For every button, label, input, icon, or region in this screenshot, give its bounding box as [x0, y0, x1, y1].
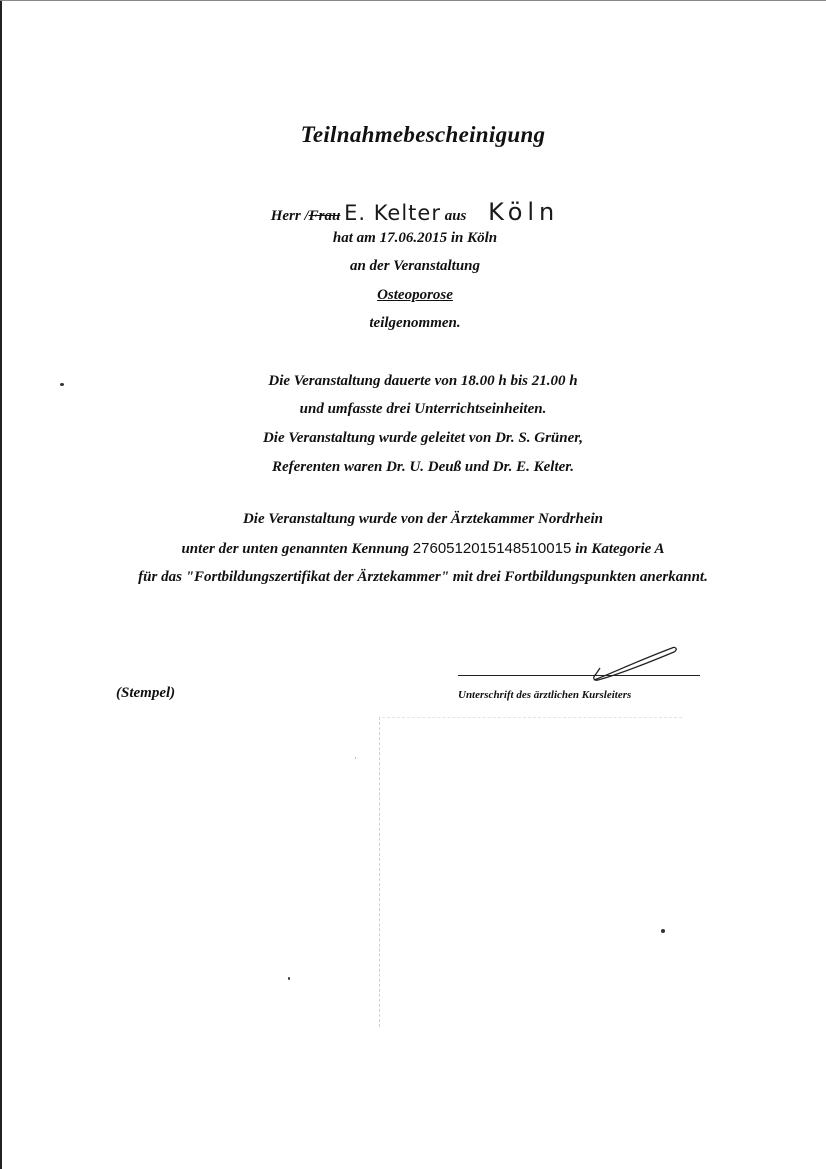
signature-line — [458, 675, 700, 676]
event-line: an der Veranstaltung — [349, 258, 481, 274]
event-topic: Osteoporose — [377, 287, 453, 303]
aus-label: aus — [440, 208, 467, 224]
handwritten-name: E. Kelter — [344, 201, 441, 225]
signature-caption: Unterschrift des ärztlichen Kursleiters — [458, 689, 632, 701]
participated-line: teilgenommen. — [369, 315, 461, 331]
detail-line: und umfasste drei Unterrichtseinheiten. — [299, 401, 547, 417]
kennung-suffix: in Kategorie A — [575, 541, 665, 557]
detail-line: Referenten waren Dr. U. Deuß und Dr. E. Kelter. — [271, 459, 575, 475]
handwritten-city: Köln — [488, 198, 560, 226]
scan-fold-vertical — [379, 717, 380, 1027]
signature-mark — [580, 640, 690, 685]
kennung-prefix: unter der unten genannten Kennung — [181, 541, 410, 557]
detail-line: Die Veranstaltung wurde geleitet von Dr. S. Grüner, — [262, 430, 584, 446]
scan-speck — [288, 977, 290, 980]
date-line: hat am 17.06.2015 in Köln — [332, 230, 498, 246]
scan-speck — [661, 929, 665, 933]
accreditation-line: Die Veranstaltung wurde von der Ärztekammer Nordrhein — [242, 511, 604, 527]
salutation-prefix: Herr / — [270, 208, 309, 224]
struck-salutation: Frau — [308, 208, 341, 224]
accreditation-line: für das "Fortbildungszertifikat der Ärztekammer" mit drei Fortbildungspunkten anerkannt. — [138, 569, 708, 585]
scan-speck — [355, 757, 356, 759]
page-title: Teilnahmebescheinigung — [300, 122, 546, 147]
detail-line: Die Veranstaltung dauerte von 18.00 h bis 21.00 h — [268, 373, 578, 389]
scan-speck — [60, 383, 64, 386]
accreditation-line — [0, 540, 826, 558]
scan-edge-top — [0, 0, 826, 1]
scan-fold-horizontal — [382, 717, 682, 718]
participant-line — [0, 198, 826, 226]
kennung-number: 2760512015148510015 — [412, 540, 572, 557]
stamp-label: (Stempel) — [116, 685, 176, 701]
